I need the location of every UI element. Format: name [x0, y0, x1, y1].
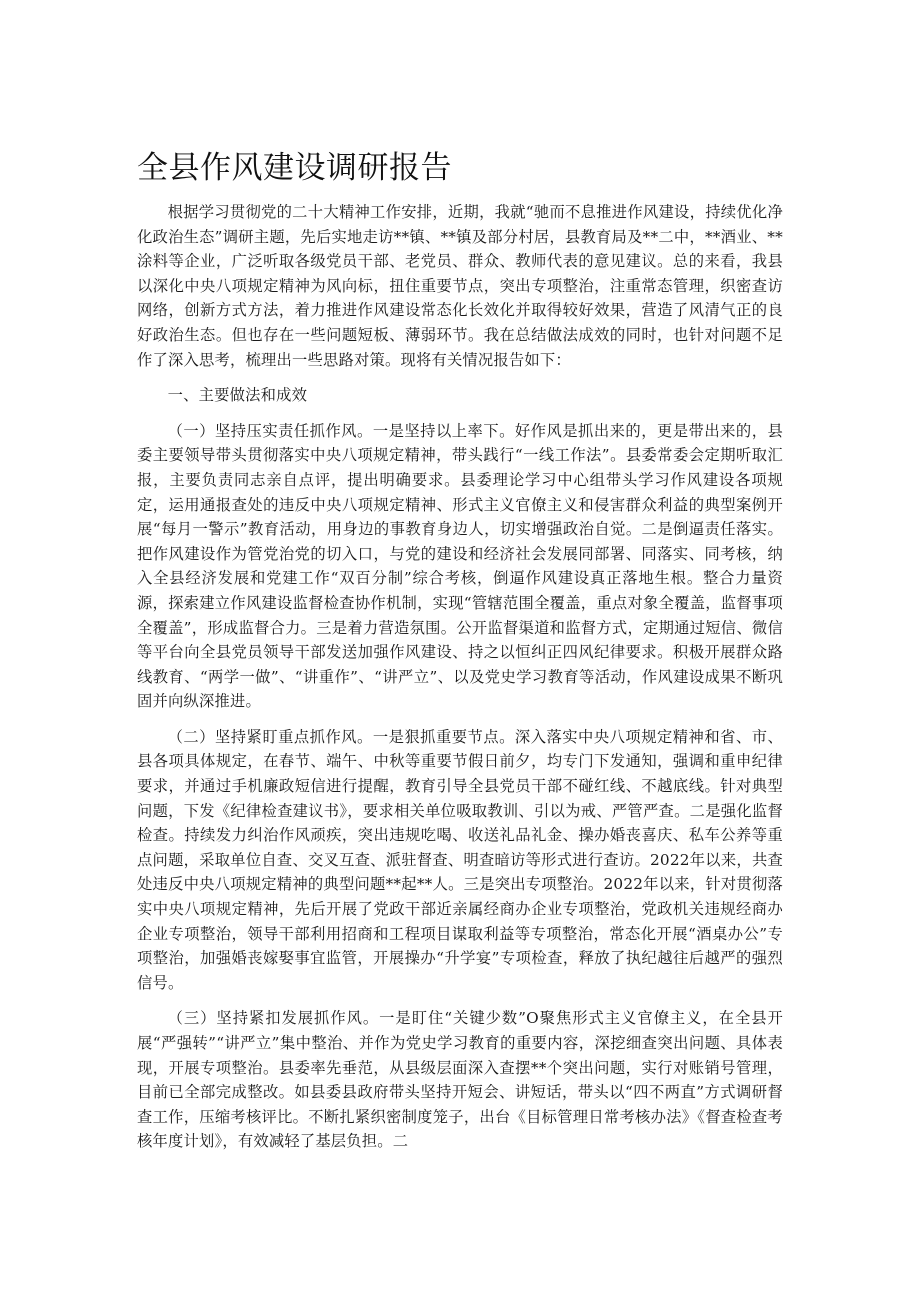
- document-title: 全县作风建设调研报告: [137, 150, 452, 186]
- intro-paragraph: 根据学习贯彻党的二十大精神工作安排，近期，我就“驰而不息推进作风建设，持续优化净化政治生态”调研主题，先后实地走访**镇、**镇及部分村居，县教育局及**二中，**酒业、**涂料等企业，广泛听取各级党员干部、老党员、群众、教师代表的意见建议。总的来看，我县以深化中央八项规定精神为风向标，扭住重要节点，突出专项整治，注重常态管理，织密查访网络，创新方式方法，着力推进作风建设常态化长效化并取得较好效果，营造了风清气正的良好政治生态。但也存在一些问题短板、薄弱环节。我在总结做法成效的同时，也针对问题不足作了深入思考，梳理出一些思路对策。现将有关情况报告如下：: [137, 203, 783, 369]
- paragraph-key-points: （二）坚持紧盯重点抓作风。一是狠抓重要节点。深入落实中央八项规定精神和省、市、县各项具体规定，在春节、端午、中秋等重要节假日前夕，均专门下发通知，强调和重申纪律要求，并通过手机廉政短信进行提醒，教育引导全县党员干部不碰红线、不越底线。针对典型问题，下发《纪律检查建议书》，要求相关单位吸取教训、引以为戒、严管严查。二是强化监督检查。持续发力纠治作风顽疾，突出违规吃喝、收送礼品礼金、操办婚丧喜庆、私车公养等重点问题，采取单位自查、交叉互查、派驻督查、明查暗访等形式进行查访。2022年以来，共查处违反中央八项规定精神的典型问题**起**人。三是突出专项整治。2022年以来，针对贯彻落实中央八项规定精神，先后开展了党政干部近亲属经商办企业专项整治，党政机关违规经商办企业专项整治，领导干部利用招商和工程项目谋取利益等专项整治，常态化开展“酒桌办公”专项整治，加强婚丧嫁娶事宜监管，开展操办“升学宴”专项检查，释放了执纪越往后越严的强烈信号。: [137, 727, 783, 992]
- document-body: [137, 200, 783, 1154]
- paragraph-development: （三）坚持紧扣发展抓作风。一是盯住“关键少数”O聚焦形式主义官僚主义，在全县开展“严强转”“讲严立”集中整治、并作为党史学习教育的重要内容，深挖细查突出问题、具体表现，开展专项整治。县委率先垂范，从县级层面深入查摆**个突出问题，实行对账销号管理，目前已全部完成整改。如县委县政府带头坚持开短会、讲短话，带头以“四不两直”方式调研督查工作，压缩考核评比。不断扎紧织密制度笼子，出台《目标管理日常考核办法》《督查检查考核年度计划》，有效减轻了基层负担。二: [137, 1009, 783, 1151]
- section-heading: 一、主要做法和成效: [167, 386, 308, 405]
- paragraph-responsibility: （一）坚持压实责任抓作风。一是坚持以上率下。好作风是抓出来的，更是带出来的，县委主要领导带头贯彻落实中央八项规定精神，带头践行“一线工作法”。县委常委会定期听取汇报，主要负责同志亲自点评，提出明确要求。县委理论学习中心组带头学习作风建设各项规定，运用通报查处的违反中央八项规定精神、形式主义官僚主义和侵害群众利益的典型案例开展“每月一警示”教育活动，用身边的事教育身边人，切实增强政治自觉。二是倒逼责任落实。把作风建设作为管党治党的切入口，与党的建设和经济社会发展同部署、同落实、同考核，纳入全县经济发展和党建工作“双百分制”综合考核，倒逼作风建设真正落地生根。整合力量资源，探索建立作风建设监督检查协作机制，实现“管辖范围全覆盖，重点对象全覆盖，监督事项全覆盖”，形成监督合力。三是着力营造氛围。公开监督渠道和监督方式，定期通过短信、微信等平台向全县党员领导干部发送加强作风建设、持之以恒纠正四风纪律要求。积极开展群众路线教育、“两学一做”、“讲重作”、“讲严立”、以及党史学习教育等活动，作风建设成果不断巩固并向纵深推进。: [137, 421, 783, 711]
